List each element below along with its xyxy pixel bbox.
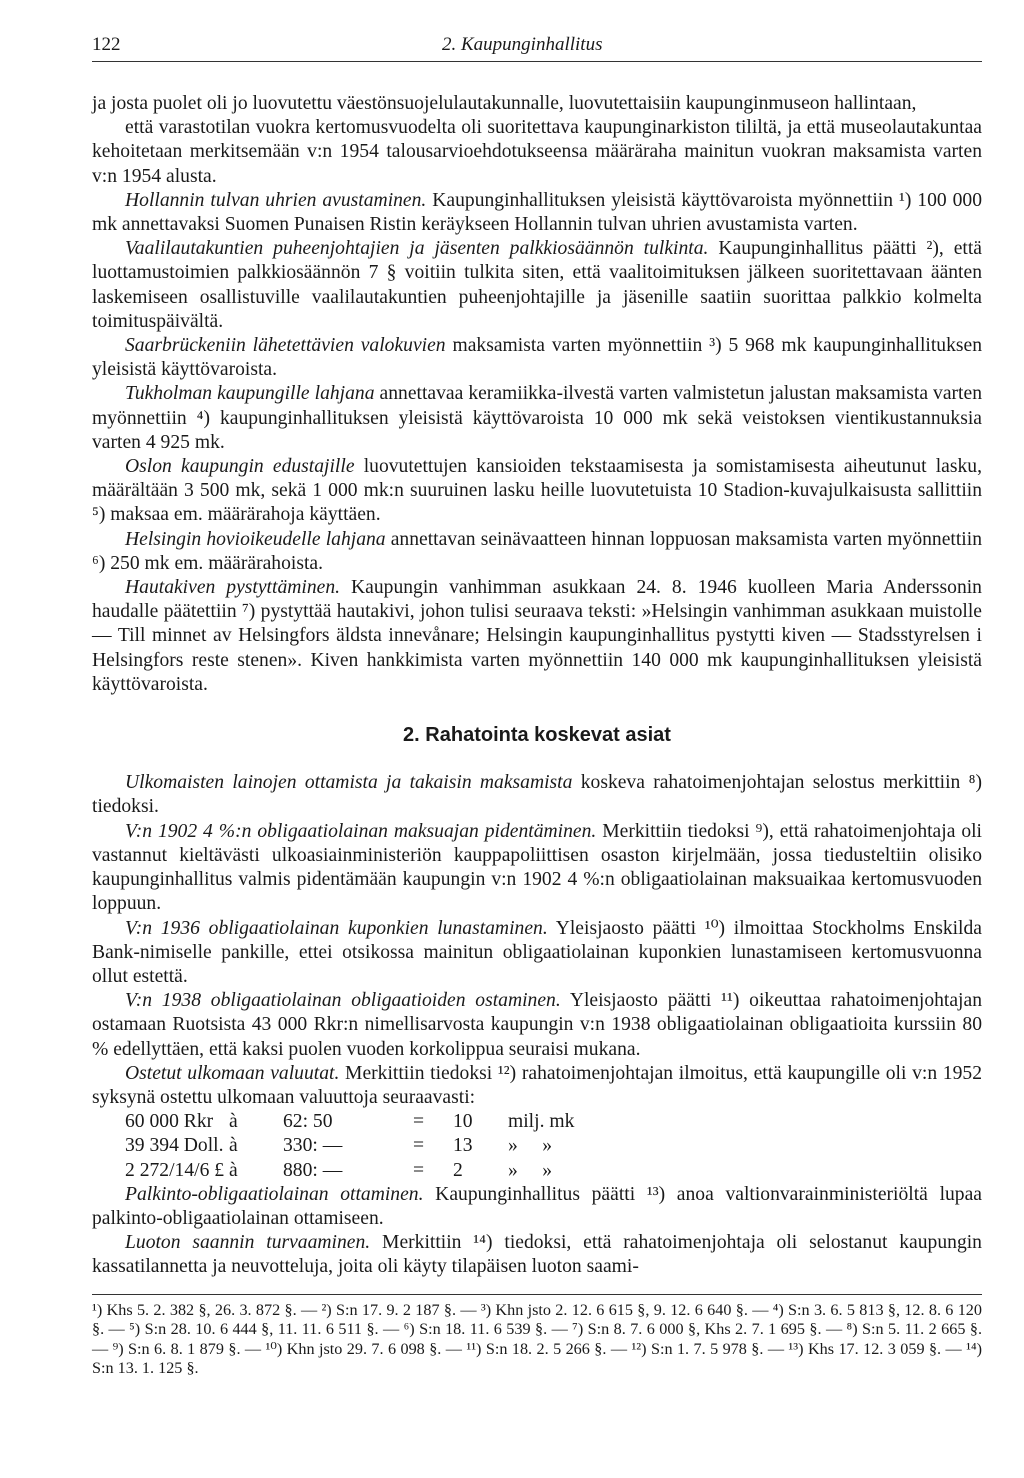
paragraph: Oslon kaupungin edustajille luovutettujen kansioiden tekstaamisesta ja somistamisesta aiheutunut lasku, määrältään 3 500 mk, sekä 1 000 mk:n suuruinen lasku heille luovutetuista 10 Stadion-kuvajulkaisusta sallittiin ⁵) maksaa em. määrärahoja käyttäen. (92, 456, 982, 526)
paragraph: V:n 1938 obligaatiolainan obligaatioiden ostaminen. Yleisjaosto päätti ¹¹) oikeuttaa rahatoimenjohtajan ostamaan Ruotsista 43 000 Rkr:n nimellisarvosta kaupungin v:n 1938 obligaatiolainan obligaatioita kurssiin 80 % edellyttäen, että kaksi puolen vuoden korkolippua seuraisi mukana. (92, 990, 982, 1060)
paragraph: V:n 1902 4 %:n obligaatiolainan maksuajan pidentäminen. Merkittiin tiedoksi ⁹), että rahatoimenjohtaja oli vastannut kieltävästi ulkoasiainministeriön kauppapoliittisen osaston kirjelmään, jossa tiedusteltiin olisiko kaupunginhallitus valmis pidentämään kaupungin v:n 1902 4 %:n obligaatiolainan maksuaikaa kertomusvuoden loppuun. (92, 820, 982, 915)
paragraph-title: Ostetut ulkomaan valuutat. (125, 1062, 340, 1084)
paragraph-title: V:n 1902 4 %:n obligaatiolainan maksuajan pidentäminen. (125, 820, 597, 842)
paragraph-title: Tukholman kaupungille lahjana (125, 383, 375, 405)
paragraph-title: Vaalilautakuntien puheenjohtajien ja jäsenten palkkiosäännön tulkinta. (125, 238, 709, 260)
paragraph: Tukholman kaupungille lahjana annettavaa keramiikka-ilvestä varten valmistetun jalustan maksamista varten myönnettiin ⁴) kaupunginhallituksen yleisistä käyttövaroista 10 000 mk sekä veistoksen vientikustannuksia varten 4 925 mk. (92, 383, 982, 453)
paragraph-title: Helsingin hovioikeudelle lahjana (125, 528, 386, 550)
paragraph: V:n 1936 obligaatiolainan kuponkien lunastaminen. Yleisjaosto päätti ¹⁰) ilmoittaa Stockholms Enskilda Bank-nimiselle pankille, ettei otsikossa mainitun obligaatiolainan kuponkien lunastamiseen kertomusvuonna ollut estettä. (92, 917, 982, 987)
currency-table (92, 1110, 982, 1183)
header-rule (92, 61, 982, 62)
paragraph: Ostetut ulkomaan valuutat. Merkittiin tiedoksi ¹²) rahatoimenjohtajan ilmoitus, että kaupungille oli v:n 1952 syksynä ostettu ulkomaan valuuttoja seuraavasti: (92, 1062, 982, 1108)
paragraph-title: Hollannin tulvan uhrien avustaminen. (125, 189, 427, 211)
running-title: 2. Kaupunginhallitus (442, 34, 603, 55)
paragraph: ja josta puolet oli jo luovutettu väestönsuojelulautakunnalle, luovutettaisiin kaupunginmuseon hallintaan, (92, 93, 917, 114)
paragraph-title: Saarbrückeniin lähetettävien valokuvien (125, 335, 446, 357)
paragraph: Vaalilautakuntien puheenjohtajien ja jäsenten palkkiosäännön tulkinta. Kaupunginhallitus päätti ²), että luottamustoimien palkkiosäännön 7 § voitiin tulkita siten, että vaalitoimituksen jälkeen suoritettavaan äänten laskemiseen osallistuville vaalilautakuntien puheenjohtajille ja jäsenille saatiin suorittaa palkkio kolmelta toimituspäivältä. (92, 238, 982, 332)
paragraph-title: Luoton saannin turvaaminen. (125, 1232, 371, 1254)
paragraph-title: V:n 1936 obligaatiolainan kuponkien lunastaminen. (125, 917, 548, 939)
footnote-rule (92, 1294, 982, 1295)
paragraph: Hautakiven pystyttäminen. Kaupungin vanhimman asukkaan 24. 8. 1946 kuolleen Maria Anderssonin haudalle päätettiin ⁷) pystyttää hautakivi, johon tulisi seuraava teksti: »Helsingin vanhimman asukkaan muistolle — Till minnet av Helsingfors äldsta innevånare; Helsingin kaupunginhallitus pystytti kiven — Stadsstyrelsen i Helsingfors reste stenen». Kiven hankkimista varten myönnettiin 140 000 mk kaupunginhallituksen yleisistä käyttövaroista. (92, 577, 982, 695)
paragraph-title: Oslon kaupungin edustajille (125, 456, 355, 478)
paragraph: Ulkomaisten lainojen ottamista ja takaisin maksamista koskeva rahatoimenjohtajan selostus merkittiin ⁸) tiedoksi. (92, 772, 982, 818)
paragraph: Luoton saannin turvaaminen. Merkittiin ¹⁴) tiedoksi, että rahatoimenjohtaja oli selostanut kaupungin kassatilannetta ja neuvotteluja, joita oli käyty tilapäisen luoton saami- (92, 1232, 982, 1278)
table-row: 2 272/14/6 £ à 880: — = 2 » » (125, 1159, 553, 1181)
body-text (92, 92, 982, 1280)
table-row: 39 394 Doll. à 330: — = 13 » » (125, 1135, 553, 1157)
paragraph: että varastotilan vuokra kertomusvuodelta oli suoritettava kaupunginarkiston tililtä, ja että museolautakuntaa kehoitetaan merkitsemään v:n 1954 talousarvioehdotukseensa määräraha mainitun vuokran maksamista varten v:n 1954 alusta. (92, 117, 982, 187)
footnotes: ¹) Khs 5. 2. 382 §, 26. 3. 872 §. — ²) S:n 17. 9. 2 187 §. — ³) Khn jsto 2. 12. 6 615 §, 9. 12. 6 640 §. — ⁴) S:n 3. 6. 5 813 §, 12. 8. 6 120 §. — ⁵) S:n 28. 10. 6 444 §, 11. 11. 6 511 §. — ⁶) S:n 18. 11. 6 539 §. — ⁷) S:n 8. 7. 6 000 §, Khs 2. 7. 1 695 §. — ⁸) S:n 5. 11. 2 665 §. — ⁹) S:n 6. 8. 1 879 §. — ¹⁰) Khn jsto 29. 7. 6 098 §. — ¹¹) S:n 18. 2. 5 266 §. — ¹²) S:n 1. 7. 5 978 §. — ¹³) Khs 17. 12. 3 059 §. — ¹⁴) S:n 13. 1. 125 §. (92, 1300, 982, 1377)
paragraph-title: Palkinto-obligaatiolainan ottaminen. (125, 1183, 424, 1205)
paragraph: Helsingin hovioikeudelle lahjana annettavan seinävaatteen hinnan loppuosan maksamista varten myönnettiin ⁶) 250 mk em. määrärahoista. (92, 528, 982, 574)
section-heading: 2. Rahatointa koskevat asiat (403, 724, 671, 747)
paragraph: Saarbrückeniin lähetettävien valokuvien maksamista varten myönnettiin ³) 5 968 mk kaupunginhallituksen yleisistä käyttövaroista. (92, 335, 982, 381)
paragraph-title: Ulkomaisten lainojen ottamista ja takaisin maksamista (125, 772, 573, 794)
page-header (92, 28, 982, 58)
paragraph-title: V:n 1938 obligaatiolainan obligaatioiden ostaminen. (125, 990, 561, 1012)
paragraph: Palkinto-obligaatiolainan ottaminen. Kaupunginhallitus päätti ¹³) anoa valtionvarainministeriöltä lupaa palkinto-obligaatiolainan ottamiseen. (92, 1183, 982, 1229)
paragraph-title: Hautakiven pystyttäminen. (125, 577, 341, 599)
paragraph: Hollannin tulvan uhrien avustaminen. Kaupunginhallituksen yleisistä käyttövaroista myönnettiin ¹) 100 000 mk annettavaksi Suomen Punaisen Ristin keräykseen Hollannin tulvan uhrien avustamista varten. (92, 189, 983, 236)
page-number: 122 (92, 34, 121, 55)
table-row: 60 000 Rkr à 62: 50 = 10 milj. mk (125, 1111, 575, 1133)
document-page (92, 28, 982, 1379)
